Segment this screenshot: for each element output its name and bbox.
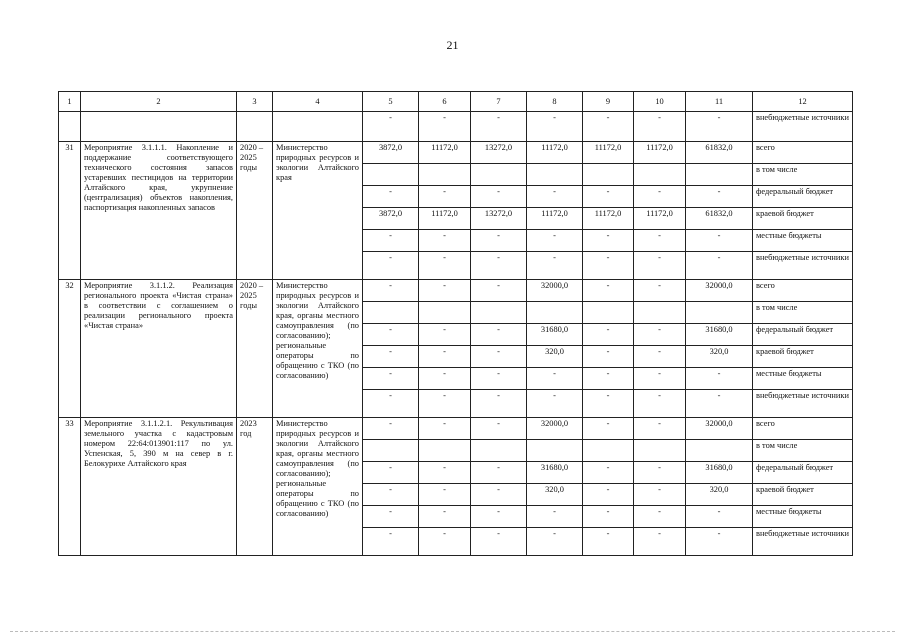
source-cell: в том числе (753, 302, 853, 324)
source-cell: федеральный бюджет (753, 462, 853, 484)
header-cell: 6 (419, 92, 471, 112)
table-row (59, 280, 853, 302)
value-cell: 31680,0 (686, 324, 753, 346)
value-cell: - (686, 368, 753, 390)
value-cell: - (527, 186, 583, 208)
header-cell: 5 (363, 92, 419, 112)
source-cell: внебюджетные источники (753, 112, 853, 142)
table-body (59, 92, 853, 556)
value-cell: - (471, 230, 527, 252)
value-cell (583, 440, 634, 462)
value-cell: - (686, 528, 753, 556)
source-cell: местные бюджеты (753, 230, 853, 252)
source-cell: внебюджетные источники (753, 528, 853, 556)
value-cell: - (419, 368, 471, 390)
value-cell: - (686, 252, 753, 280)
value-cell: - (419, 324, 471, 346)
value-cell (686, 164, 753, 186)
value-cell: 32000,0 (686, 418, 753, 440)
empty-cell (81, 112, 237, 142)
value-cell: - (634, 230, 686, 252)
value-cell: - (686, 112, 753, 142)
value-cell: - (583, 390, 634, 418)
value-cell: 31680,0 (527, 462, 583, 484)
value-cell: 11172,0 (419, 208, 471, 230)
value-cell: - (583, 346, 634, 368)
value-cell: - (471, 368, 527, 390)
value-cell: - (634, 112, 686, 142)
period-cell: 2020 – 2025 годы (237, 280, 273, 418)
value-cell (686, 440, 753, 462)
value-cell: 32000,0 (686, 280, 753, 302)
value-cell: - (471, 528, 527, 556)
executor-cell: Министерство природных ресурсов и экологии Алтайского края, органы местного самоуправления (по согласованию); региональные операторы по обращению с ТКО (по согласованию) (273, 280, 363, 418)
header-cell: 11 (686, 92, 753, 112)
value-cell: 320,0 (686, 346, 753, 368)
value-cell: 32000,0 (527, 280, 583, 302)
source-cell: федеральный бюджет (753, 324, 853, 346)
value-cell: - (634, 462, 686, 484)
value-cell (583, 302, 634, 324)
value-cell: - (471, 324, 527, 346)
value-cell: - (471, 390, 527, 418)
value-cell: - (471, 280, 527, 302)
value-cell: 11172,0 (583, 142, 634, 164)
value-cell: - (471, 418, 527, 440)
header-cell: 12 (753, 92, 853, 112)
value-cell: - (419, 528, 471, 556)
value-cell: - (363, 368, 419, 390)
table-row (59, 142, 853, 164)
value-cell: 11172,0 (634, 142, 686, 164)
value-cell: - (634, 368, 686, 390)
value-cell: - (419, 346, 471, 368)
measure-cell: Мероприятие 3.1.1.2. Реализация регионального проекта «Чистая страна» в соответствии с соглашением о реализации регионального проекта «Чистая страна» (81, 280, 237, 418)
value-cell: 3872,0 (363, 208, 419, 230)
value-cell: - (527, 252, 583, 280)
value-cell: - (363, 484, 419, 506)
value-cell: 61832,0 (686, 142, 753, 164)
value-cell: - (419, 230, 471, 252)
value-cell: - (634, 528, 686, 556)
value-cell: 31680,0 (686, 462, 753, 484)
value-cell: - (471, 112, 527, 142)
value-cell: - (686, 506, 753, 528)
value-cell: 31680,0 (527, 324, 583, 346)
value-cell (686, 302, 753, 324)
source-cell: в том числе (753, 440, 853, 462)
value-cell: - (527, 390, 583, 418)
page-number: 21 (446, 38, 459, 52)
value-cell: 32000,0 (527, 418, 583, 440)
value-cell: - (686, 230, 753, 252)
source-cell: федеральный бюджет (753, 186, 853, 208)
value-cell: - (363, 528, 419, 556)
value-cell: - (527, 528, 583, 556)
value-cell: - (363, 390, 419, 418)
value-cell (527, 164, 583, 186)
value-cell: - (471, 462, 527, 484)
row-number-cell: 32 (59, 280, 81, 418)
value-cell (471, 440, 527, 462)
value-cell: - (471, 186, 527, 208)
header-cell: 2 (81, 92, 237, 112)
value-cell: - (634, 346, 686, 368)
value-cell: - (634, 186, 686, 208)
value-cell: - (583, 186, 634, 208)
value-cell: - (634, 252, 686, 280)
scan-artifact-line (10, 631, 895, 633)
value-cell: - (363, 112, 419, 142)
source-cell: в том числе (753, 164, 853, 186)
value-cell: 13272,0 (471, 142, 527, 164)
value-cell: - (419, 506, 471, 528)
value-cell (363, 302, 419, 324)
measure-cell: Мероприятие 3.1.1.2.1. Рекультивация земельного участка с кадастровым номером 22:64:013901:117 по ул. Успенская, 5, 390 м на север в г. Белокурихе Алтайского края (81, 418, 237, 556)
empty-cell (59, 112, 81, 142)
header-cell: 8 (527, 92, 583, 112)
value-cell: - (419, 280, 471, 302)
value-cell (634, 302, 686, 324)
source-cell: всего (753, 418, 853, 440)
source-cell: местные бюджеты (753, 368, 853, 390)
measure-cell: Мероприятие 3.1.1.1. Накопление и поддержание соответствующего технического состояния запасов устаревших пестицидов на территории Алтайского края, укрупнение (централизация) объектов накопления, паспортизация накопленных запасов (81, 142, 237, 280)
value-cell (527, 440, 583, 462)
header-cell: 1 (59, 92, 81, 112)
source-cell: внебюджетные источники (753, 252, 853, 280)
empty-cell (273, 112, 363, 142)
value-cell (471, 302, 527, 324)
header-cell: 7 (471, 92, 527, 112)
value-cell (527, 302, 583, 324)
value-cell: - (419, 418, 471, 440)
value-cell (419, 164, 471, 186)
value-cell (363, 164, 419, 186)
value-cell: 11172,0 (527, 142, 583, 164)
value-cell: - (471, 346, 527, 368)
row-number-cell: 33 (59, 418, 81, 556)
value-cell: - (363, 280, 419, 302)
value-cell: - (634, 390, 686, 418)
value-cell: - (583, 484, 634, 506)
value-cell: - (363, 186, 419, 208)
value-cell: - (363, 252, 419, 280)
value-cell: - (363, 418, 419, 440)
value-cell: - (583, 528, 634, 556)
value-cell: - (634, 484, 686, 506)
value-cell: - (583, 112, 634, 142)
header-cell: 4 (273, 92, 363, 112)
value-cell: - (471, 484, 527, 506)
value-cell: - (527, 368, 583, 390)
source-cell: краевой бюджет (753, 484, 853, 506)
value-cell: - (527, 230, 583, 252)
value-cell: 13272,0 (471, 208, 527, 230)
value-cell: 61832,0 (686, 208, 753, 230)
value-cell (634, 440, 686, 462)
value-cell: - (471, 252, 527, 280)
value-cell: 3872,0 (363, 142, 419, 164)
value-cell: 320,0 (527, 484, 583, 506)
source-cell: всего (753, 280, 853, 302)
value-cell: - (471, 506, 527, 528)
source-cell: краевой бюджет (753, 208, 853, 230)
value-cell: - (686, 390, 753, 418)
value-cell: - (583, 252, 634, 280)
table-row (59, 418, 853, 440)
value-cell: - (583, 230, 634, 252)
value-cell (419, 302, 471, 324)
value-cell: 11172,0 (419, 142, 471, 164)
value-cell: - (419, 462, 471, 484)
value-cell: - (419, 186, 471, 208)
value-cell: - (634, 324, 686, 346)
value-cell: - (363, 230, 419, 252)
value-cell: - (634, 506, 686, 528)
value-cell (634, 164, 686, 186)
value-cell: - (527, 506, 583, 528)
value-cell: - (363, 324, 419, 346)
value-cell: - (583, 368, 634, 390)
value-cell: - (419, 112, 471, 142)
source-cell: краевой бюджет (753, 346, 853, 368)
value-cell: - (583, 324, 634, 346)
value-cell (583, 164, 634, 186)
value-cell: - (363, 346, 419, 368)
value-cell: - (363, 462, 419, 484)
value-cell: 320,0 (527, 346, 583, 368)
value-cell: - (583, 462, 634, 484)
value-cell: - (363, 506, 419, 528)
lead-row (59, 112, 853, 142)
value-cell: - (634, 418, 686, 440)
value-cell: - (419, 484, 471, 506)
value-cell (471, 164, 527, 186)
value-cell: - (419, 390, 471, 418)
row-number-cell: 31 (59, 142, 81, 280)
value-cell: - (583, 280, 634, 302)
period-cell: 2020 – 2025 годы (237, 142, 273, 280)
value-cell: 320,0 (686, 484, 753, 506)
empty-cell (237, 112, 273, 142)
value-cell: 11172,0 (583, 208, 634, 230)
header-cell: 10 (634, 92, 686, 112)
value-cell: - (527, 112, 583, 142)
value-cell: 11172,0 (527, 208, 583, 230)
executor-cell: Министерство природных ресурсов и экологии Алтайского края, органы местного самоуправления (по согласованию); региональные операторы по обращению с ТКО (по согласованию) (273, 418, 363, 556)
source-cell: местные бюджеты (753, 506, 853, 528)
financing-table (58, 91, 853, 556)
value-cell: - (419, 252, 471, 280)
value-cell: 11172,0 (634, 208, 686, 230)
value-cell (419, 440, 471, 462)
value-cell: - (583, 506, 634, 528)
executor-cell: Министерство природных ресурсов и экологии Алтайского края (273, 142, 363, 280)
period-cell: 2023 год (237, 418, 273, 556)
value-cell (363, 440, 419, 462)
header-row (59, 92, 853, 112)
value-cell: - (634, 280, 686, 302)
header-cell: 9 (583, 92, 634, 112)
source-cell: всего (753, 142, 853, 164)
source-cell: внебюджетные источники (753, 390, 853, 418)
value-cell: - (686, 186, 753, 208)
header-cell: 3 (237, 92, 273, 112)
value-cell: - (583, 418, 634, 440)
